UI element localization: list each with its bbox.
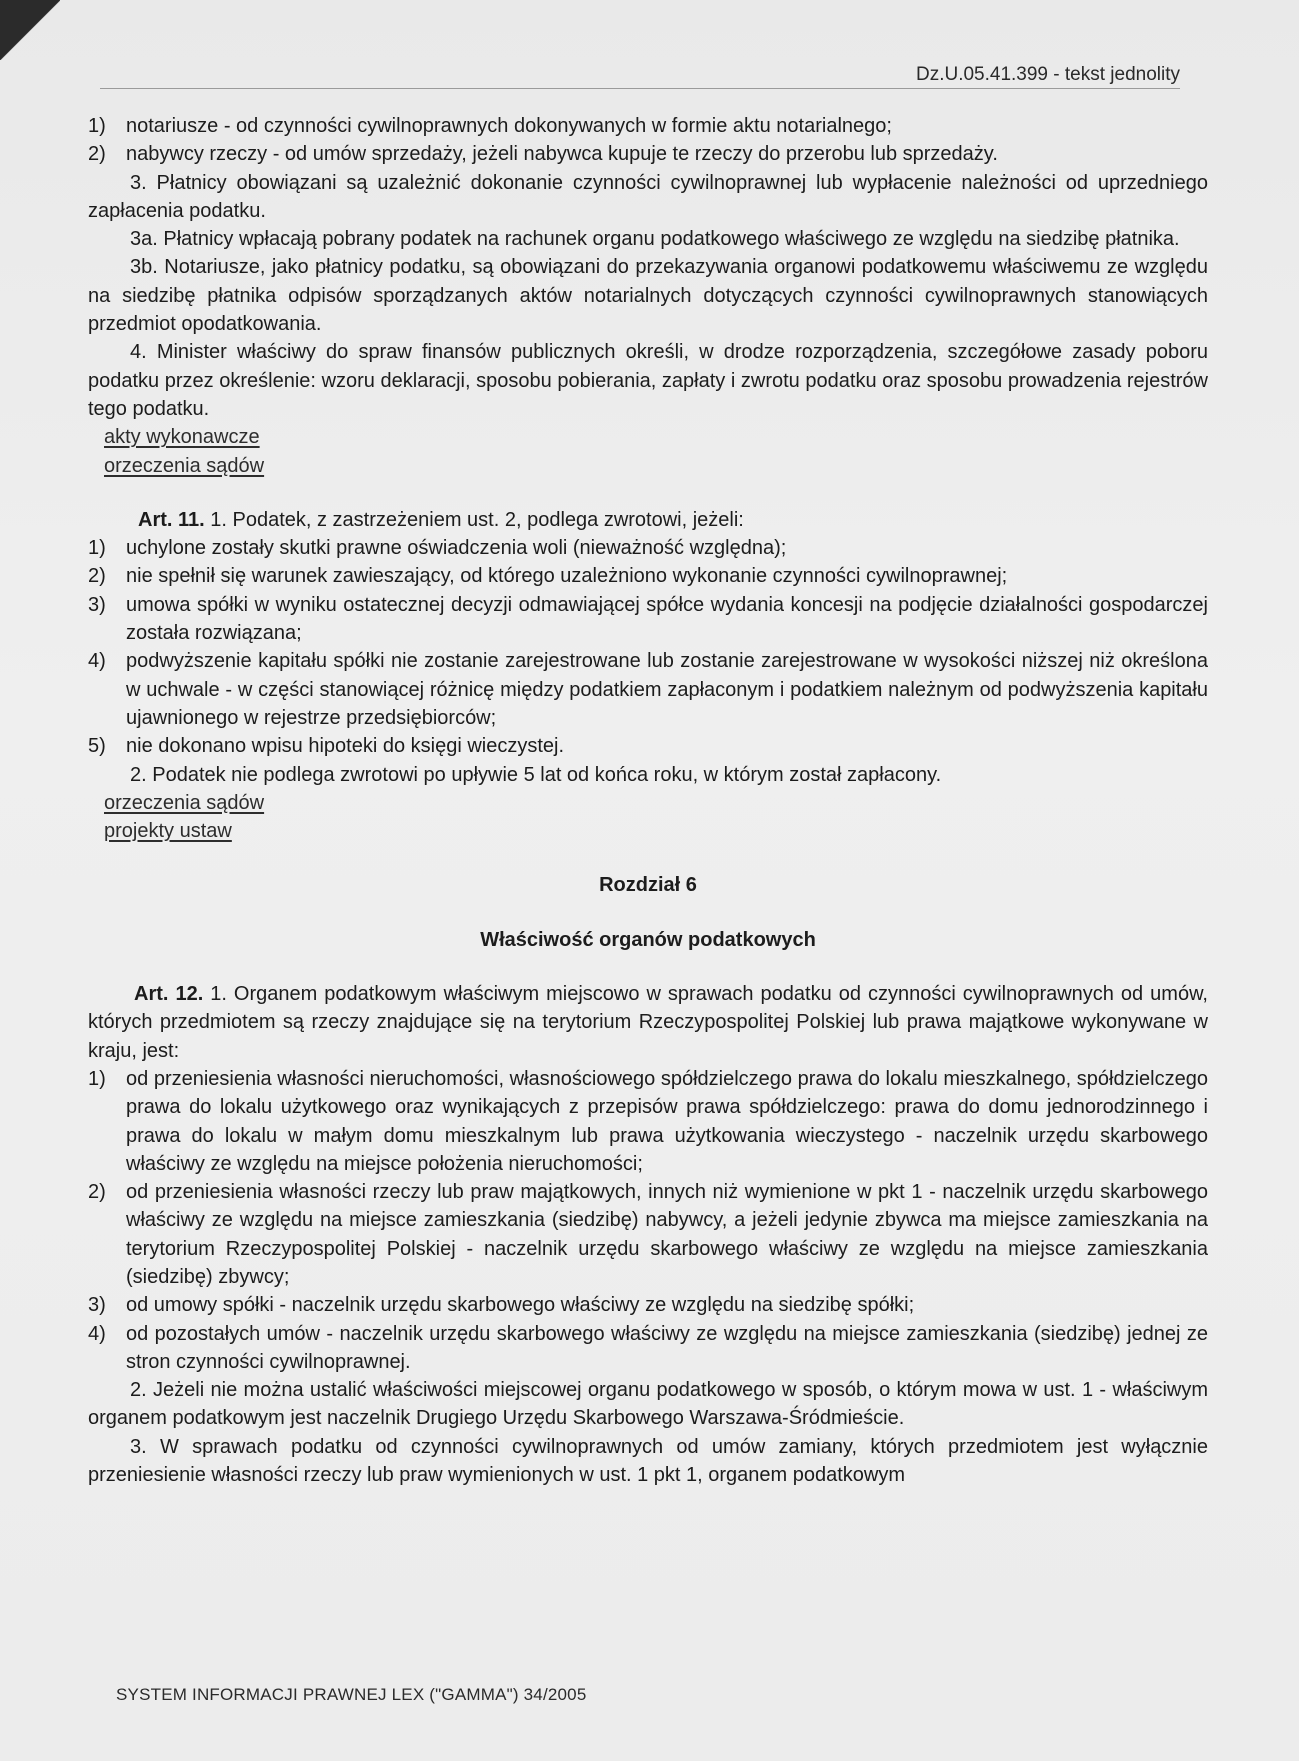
list-item-text: od pozostałych umów - naczelnik urzędu skarbowego właściwy ze względu na miejsce zamieszkania (siedzibę) jednej ze stron czynności cywilnoprawnej. <box>126 1322 1208 1373</box>
article-11-paragraph-2: 2. Podatek nie podlega zwrotowi po upływie 5 lat od końca roku, w którym został zapłacony. <box>130 763 942 786</box>
list-item <box>88 140 1208 168</box>
list-item <box>88 647 1208 732</box>
link-orzeczenia-sadow[interactable]: orzeczenia sądów <box>104 791 265 814</box>
page-corner-shadow <box>0 0 60 60</box>
list-item <box>88 591 1208 648</box>
article-11-intro <box>138 506 1208 534</box>
list-item <box>88 1291 1208 1319</box>
list-item <box>88 732 1208 760</box>
chapter-title: Właściwość organów podatkowych <box>480 928 816 951</box>
list-item-number: 2) <box>88 143 106 166</box>
document-body <box>88 112 1208 1489</box>
list-item <box>88 1065 1208 1178</box>
article-12-intro <box>88 980 1208 1065</box>
list-item-text: uchylone zostały skutki prawne oświadczenia woli (nieważność względna); <box>126 537 787 560</box>
page-header <box>100 62 1180 89</box>
paragraph-3a: 3a. Płatnicy wpłacają pobrany podatek na rachunek organu podatkowego właściwego ze względu na siedzibę płatnika. <box>130 228 1180 251</box>
list-item <box>88 112 1208 140</box>
list-item <box>88 1178 1208 1291</box>
link-projekty-ustaw[interactable]: projekty ustaw <box>104 820 232 843</box>
chapter-number: Rozdział 6 <box>599 874 697 897</box>
list-item-number: 4) <box>88 1322 106 1345</box>
article-label: Art. 11. <box>138 508 205 531</box>
list-item <box>88 1320 1208 1377</box>
page-footer: SYSTEM INFORMACJI PRAWNEJ LEX ("GAMMA") 34/2005 <box>116 1685 587 1704</box>
list-item-text: podwyższenie kapitału spółki nie zostanie zarejestrowane lub zostanie zarejestrowane w wysokości niższej niż określona w uchwale - w części stanowiącej różnicę między podatkiem zapłaconym i podatkiem należnym od podwyższenia kapitału ujawnionego w rejestrze przedsiębiorców; <box>126 650 1208 729</box>
link-akty-wykonawcze[interactable]: akty wykonawcze <box>104 426 260 449</box>
article-intro-text: 1. Podatek, z zastrzeżeniem ust. 2, podlega zwrotowi, jeżeli: <box>210 508 744 531</box>
list-item-number: 3) <box>88 593 106 616</box>
document-reference: Dz.U.05.41.399 - tekst jednolity <box>915 64 1180 85</box>
list-item-text: od przeniesienia własności rzeczy lub praw majątkowych, innych niż wymienione w pkt 1 - naczelnik urzędu skarbowego właściwy ze względu na miejsce zamieszkania (siedzibę) nabywcy, a jeżeli jedynie zbywca ma miejsce zamieszkania na terytorium Rzeczypospolitej Polskiej - naczelnik urzędu skarbowego właściwy ze względu na miejsce zamieszkania (siedzibę) zbywcy; <box>126 1181 1208 1288</box>
article-label: Art. 12. <box>134 983 204 1006</box>
article-intro-text: 1. Organem podatkowym właściwym miejscowo w sprawach podatku od czynności cywilnoprawnych od umów, których przedmiotem są rzeczy znajdujące się na terytorium Rzeczypospolitej Polskiej lub prawa majątkowe wykonywane w kraju, jest: <box>88 983 1208 1062</box>
paragraph-4: 4. Minister właściwy do spraw finansów publicznych określi, w drodze rozporządzenia, szczegółowe zasady poboru podatku przez określenie: wzoru deklaracji, sposobu pobierania, zapłaty i zwrotu podatku oraz sposobu prowadzenia rejestrów tego podatku. <box>88 341 1208 420</box>
list-item-number: 1) <box>88 537 106 560</box>
list-item-number: 2) <box>88 565 106 588</box>
paragraph-3b: 3b. Notariusze, jako płatnicy podatku, są obowiązani do przekazywania organowi podatkowemu właściwemu ze względu na siedzibę płatnika odpisów sporządzanych aktów notarialnych dotyczących czynności cywilnoprawnych stanowiących przedmiot opodatkowania. <box>88 256 1208 336</box>
list-item-number: 2) <box>88 1181 106 1204</box>
list-item-text: nie spełnił się warunek zawieszający, od którego uzależniono wykonanie czynności cywilnoprawnej; <box>126 565 1008 588</box>
list-item <box>88 534 1208 562</box>
list-item-number: 5) <box>88 735 106 758</box>
link-orzeczenia-sadow[interactable]: orzeczenia sądów <box>104 454 265 477</box>
list-item-number: 4) <box>88 650 106 673</box>
list-item-number: 1) <box>88 1067 106 1090</box>
list-item-text: umowa spółki w wyniku ostatecznej decyzji odmawiającej spółce wydania koncesji na podjęcie działalności gospodarczej została rozwiązana; <box>126 593 1208 645</box>
article-12-paragraph-2: 2. Jeżeli nie można ustalić właściwości miejscowej organu podatkowego w sposób, o którym mowa w ust. 1 - właściwym organem podatkowym jest naczelnik Drugiego Urzędu Skarbowego Warszawa-Śródmieście. <box>88 1379 1208 1430</box>
list-item-text: nabywcy rzeczy - od umów sprzedaży, jeżeli nabywca kupuje te rzeczy do przerobu lub sprzedaży. <box>126 143 998 166</box>
paragraph-3: 3. Płatnicy obowiązani są uzależnić dokonanie czynności cywilnoprawnej lub wypłacenie należności od uprzedniego zapłacenia podatku. <box>88 171 1208 222</box>
article-12-paragraph-3: 3. W sprawach podatku od czynności cywilnoprawnych od umów zamiany, których przedmiotem jest wyłącznie przeniesienie własności rzeczy lub praw wymienionych w ust. 1 pkt 1, organem podatkowym <box>88 1435 1208 1487</box>
list-item <box>88 562 1208 590</box>
list-item-text: od przeniesienia własności nieruchomości, własnościowego spółdzielczego prawa do lokalu mieszkalnego, spółdzielczego prawa do lokalu użytkowego oraz wynikających z przepisów prawa spółdzielczego: prawa do domu jednorodzinnego i prawa do lokalu w małym domu mieszkalnym lub prawa użytkowania wieczystego - naczelnik urzędu skarbowego właściwy ze względu na miejsce położenia nieruchomości; <box>126 1067 1208 1175</box>
list-item-text: nie dokonano wpisu hipoteki do księgi wieczystej. <box>126 735 565 758</box>
list-item-number: 3) <box>88 1294 106 1317</box>
list-item-text: od umowy spółki - naczelnik urzędu skarbowego właściwy ze względu na siedzibę spółki; <box>126 1294 915 1317</box>
list-item-number: 1) <box>88 115 106 137</box>
list-item-text: notariusze - od czynności cywilnoprawnych dokonywanych w formie aktu notarialnego; <box>126 115 892 137</box>
